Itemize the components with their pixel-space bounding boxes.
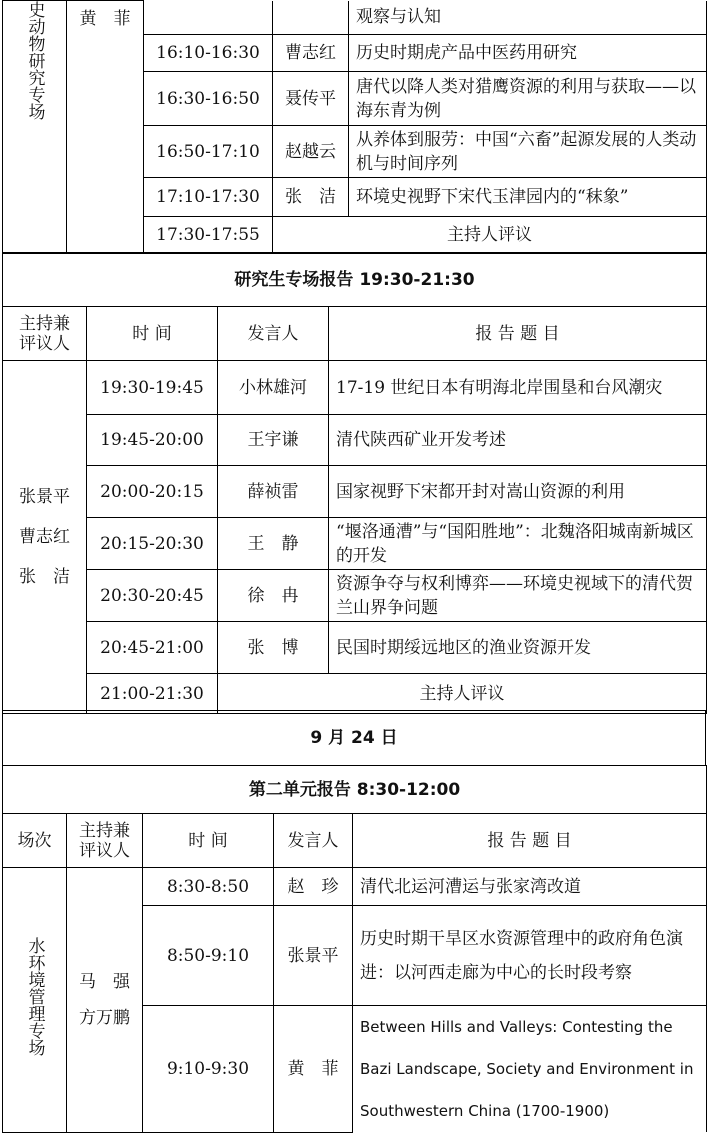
col-speaker: 发言人 (218, 307, 329, 361)
speaker-cell: 张景平 (274, 906, 353, 1006)
host-name: 张 洁 (19, 567, 70, 587)
graduate-session-heading: 研究生专场报告 19:30-21:30 (3, 254, 707, 307)
time-cell: 17:10-17:30 (144, 178, 273, 217)
report-title: 环境史视野下宋代玉津园内的“秣象” (349, 178, 707, 217)
col-speaker: 发言人 (274, 814, 353, 868)
time-cell: 19:30-19:45 (87, 361, 218, 415)
venue-label: 水环境管理专场 (24, 936, 45, 1056)
venue-label: 史动物研究专场 (24, 1, 45, 120)
time-cell: 9:10-9:30 (143, 1006, 274, 1133)
report-title: 清代北运河漕运与张家湾改道 (353, 868, 707, 906)
moderator-name: 黄 菲 (79, 9, 131, 29)
report-title: 历史时期干旱区水资源管理中的政府角色演进：以河西走廊为中心的长时段考察 (353, 906, 707, 1006)
report-title: 历史时期虎产品中医药用研究 (349, 35, 707, 72)
report-title: 国家视野下宋都开封对嵩山资源的利用 (329, 466, 707, 518)
time-cell: 19:45-20:00 (87, 415, 218, 466)
second-unit-table (2, 765, 707, 1133)
report-title: 从养体到服劳：中国“六畜”起源发展的人类动机与时间序列 (349, 126, 707, 178)
venue-cell (3, 1, 67, 253)
graduate-session-table (2, 253, 707, 714)
time-cell: 20:15-20:30 (87, 518, 218, 570)
speaker-cell: 黄 菲 (274, 1006, 353, 1133)
hosts-cell (3, 361, 87, 714)
speaker-cell: 曹志红 (273, 35, 349, 72)
moderator-cell (67, 1, 144, 253)
speaker-cell: 徐 冉 (218, 570, 329, 622)
col-venue: 场次 (3, 814, 67, 868)
speaker-cell: 赵 珍 (274, 868, 353, 906)
col-title: 报 告 题 目 (353, 814, 707, 868)
report-title: 17-19 世纪日本有明海北岸围垦和台风潮灾 (329, 361, 707, 415)
speaker-cell: 王宇谦 (218, 415, 329, 466)
speaker-cell: 张 博 (218, 622, 329, 674)
time-cell: 16:10-16:30 (144, 35, 273, 72)
speaker-cell: 小林雄河 (218, 361, 329, 415)
report-title: 清代陕西矿业开发考述 (329, 415, 707, 466)
col-time: 时 间 (87, 307, 218, 361)
report-title: 唐代以降人类对猎鹰资源的利用与获取——以海东青为例 (349, 72, 707, 126)
venue-cell (3, 868, 67, 1133)
report-title: 民国时期绥远地区的渔业资源开发 (329, 622, 707, 674)
second-unit-heading: 第二单元报告 8:30-12:00 (3, 766, 707, 814)
report-title: 观察与认知 (349, 1, 707, 35)
time-cell: 20:30-20:45 (87, 570, 218, 622)
hosts-cell (67, 868, 143, 1133)
report-title: “堰洛通漕”与“国阳胜地”：北魏洛阳城南新城区的开发 (329, 518, 707, 570)
speaker-cell: 王 静 (218, 518, 329, 570)
animal-history-session-table (2, 0, 707, 253)
day-banner: 9 月 24 日 (3, 711, 706, 766)
time-cell: 20:45-21:00 (87, 622, 218, 674)
host-name: 马 强 (79, 971, 130, 992)
speaker-cell: 赵越云 (273, 126, 349, 178)
time-cell: 20:00-20:15 (87, 466, 218, 518)
time-cell: 16:50-17:10 (144, 126, 273, 178)
host-name: 方万鹏 (79, 1007, 130, 1028)
speaker-cell: 张 洁 (273, 178, 349, 217)
time-cell (144, 1, 273, 35)
time-cell: 8:30-8:50 (143, 868, 274, 906)
time-cell: 16:30-16:50 (144, 72, 273, 126)
report-title: Between Hills and Valleys: Contesting the Bazi Landscape, Society and Environment in Southwestern China (1700-1900) (353, 1006, 707, 1133)
comment-cell: 主持人评议 (218, 674, 707, 714)
speaker-cell: 薛祯雷 (218, 466, 329, 518)
speaker-cell: 聂传平 (273, 72, 349, 126)
time-cell: 8:50-9:10 (143, 906, 274, 1006)
time-cell: 17:30-17:55 (144, 217, 273, 253)
col-time: 时 间 (143, 814, 274, 868)
col-title: 报 告 题 目 (329, 307, 707, 361)
host-name: 张景平 (19, 487, 70, 507)
speaker-cell (273, 1, 349, 35)
col-host: 主持兼评议人 (3, 307, 87, 361)
time-cell: 21:00-21:30 (87, 674, 218, 714)
col-host: 主持兼评议人 (67, 814, 143, 868)
report-title: 资源争夺与权利博弈——环境史视域下的清代贺兰山界争问题 (329, 570, 707, 622)
comment-cell: 主持人评议 (273, 217, 707, 253)
host-name: 曹志红 (19, 527, 70, 547)
day-banner-table (2, 710, 706, 766)
